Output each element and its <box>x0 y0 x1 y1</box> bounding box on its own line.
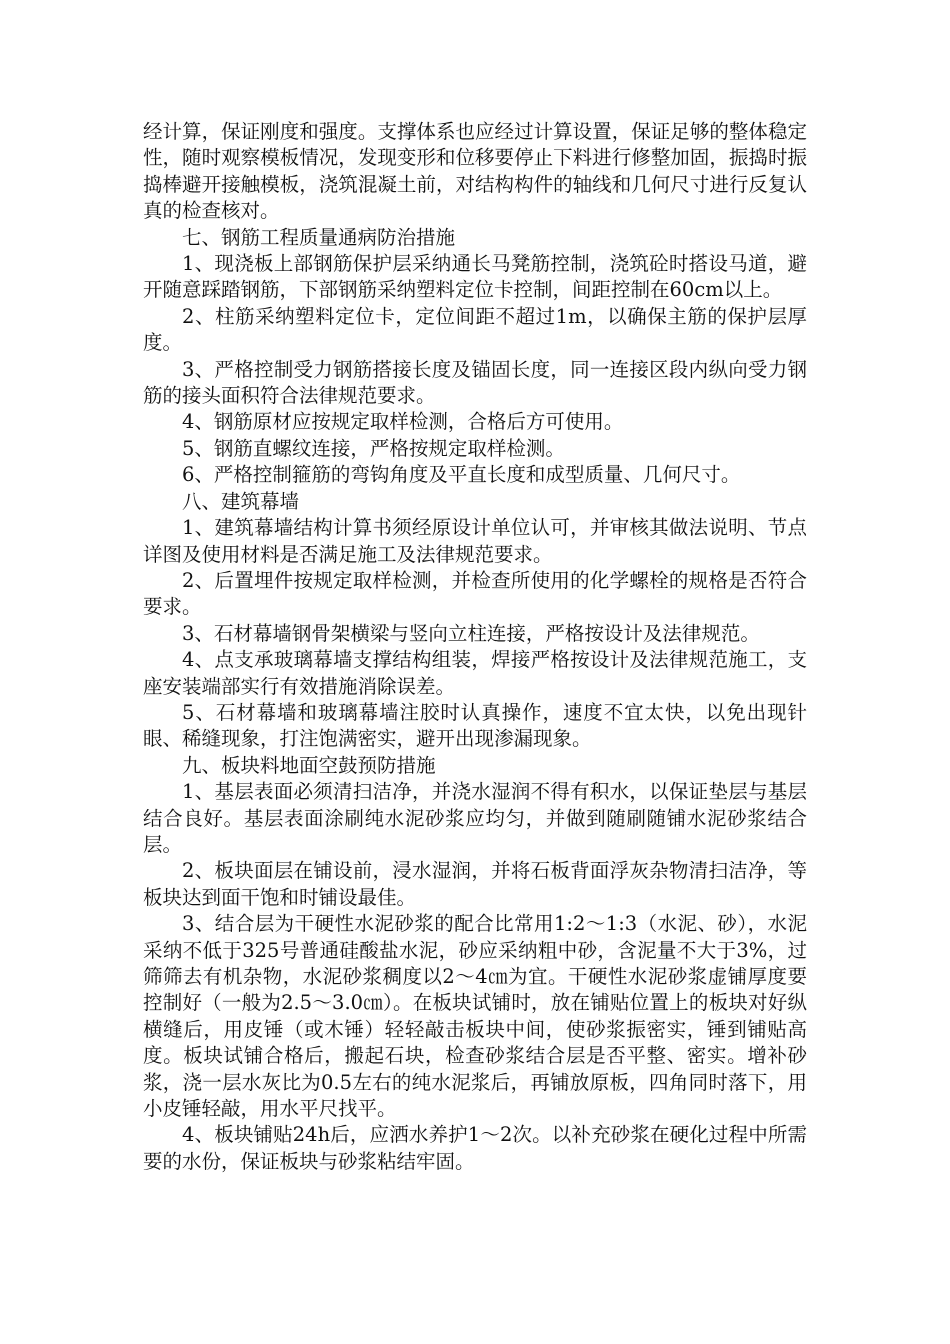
document-page <box>143 119 807 1175</box>
paragraph-continuation: 经计算，保证刚度和强度。支撑体系也应经过计算设置，保证足够的整体稳定性，随时观察模板情况，发现变形和位移要停止下料进行修整加固，振捣时振捣棒避开接触模板，浇筑混凝土前，对结构构件的轴线和几何尺寸进行反复认真的检查核对。 <box>143 120 807 223</box>
section-heading-9: 九、板块料地面空鼓预防措施 <box>182 753 436 777</box>
paragraph-7-3: 3、严格控制受力钢筋搭接长度及锚固长度，同一连接区段内纵向受力钢筋的接头面积符合法律规范要求。 <box>143 357 807 408</box>
paragraph-8-2: 2、后置埋件按规定取样检测，并检查所使用的化学螺栓的规格是否符合要求。 <box>143 568 807 619</box>
paragraph-8-4: 4、点支承玻璃幕墙支撑结构组装，焊接严格按设计及法律规范施工，支座安装端部实行有效措施消除误差。 <box>143 648 807 698</box>
paragraph-9-4: 4、板块铺贴24h后，应洒水养护1～2次。以补充砂浆在硬化过程中所需要的水份，保证板块与砂浆粘结牢固。 <box>143 1123 807 1173</box>
paragraph-8-5: 5、石材幕墙和玻璃幕墙注胶时认真操作，速度不宜太快，以免出现针眼、稀缝现象，打注饱满密实，避开出现渗漏现象。 <box>143 700 807 751</box>
paragraph-9-2: 2、板块面层在铺设前，浸水湿润，并将石板背面浮灰杂物清扫洁净，等板块达到面干饱和时铺设最佳。 <box>143 859 807 909</box>
paragraph-8-3: 3、石材幕墙钢骨架横梁与竖向立柱连接，严格按设计及法律规范。 <box>182 621 760 645</box>
paragraph-9-3: 3、结合层为干硬性水泥砂浆的配合比常用1:2～1:3（水泥、砂），水泥采纳不低于325号普通硅酸盐水泥，砂应采纳粗中砂，含泥量不大于3%，过筛筛去有机杂物，水泥砂浆稠度以2～4㎝为宜。干硬性水泥砂浆虚铺厚度要控制好（一般为2.5～3.0㎝）。在板块试铺时，放在铺贴位置上的板块对好纵横缝后，用皮锤（或木锤）轻轻敲击板块中间，使砂浆振密实，锤到铺贴高度。板块试铺合格后，搬起石块，检查砂浆结合层是否平整、密实。增补砂浆，浇一层水灰比为0.5左右的纯水泥浆后，再铺放原板，四角同时落下，用小皮锤轻敲，用水平尺找平。 <box>143 912 807 1121</box>
paragraph-8-1: 1、建筑幕墙结构计算书须经原设计单位认可，并审核其做法说明、节点详图及使用材料是否满足施工及法律规范要求。 <box>143 516 807 566</box>
paragraph-9-1: 1、基层表面必须清扫洁净，并浇水湿润不得有积水，以保证垫层与基层结合良好。基层表面涂刷纯水泥砂浆应均匀，并做到随刷随铺水泥砂浆结合层。 <box>143 780 807 856</box>
section-heading-8: 八、建筑幕墙 <box>182 489 300 513</box>
paragraph-7-2: 2、柱筋采纳塑料定位卡，定位间距不超过1m，以确保主筋的保护层厚度。 <box>143 304 807 355</box>
paragraph-7-6: 6、严格控制箍筋的弯钩角度及平直长度和成型质量、几何尺寸。 <box>182 463 741 487</box>
paragraph-7-5: 5、钢筋直螺纹连接，严格按规定取样检测。 <box>182 436 565 460</box>
section-heading-7: 七、钢筋工程质量通病防治措施 <box>182 225 456 249</box>
paragraph-7-4: 4、钢筋原材应按规定取样检测，合格后方可使用。 <box>182 410 624 434</box>
paragraph-7-1: 1、现浇板上部钢筋保护层采纳通长马凳筋控制，浇筑砼时搭设马道，避开随意踩踏钢筋，下部钢筋采纳塑料定位卡控制，间距控制在60cm以上。 <box>143 252 807 302</box>
